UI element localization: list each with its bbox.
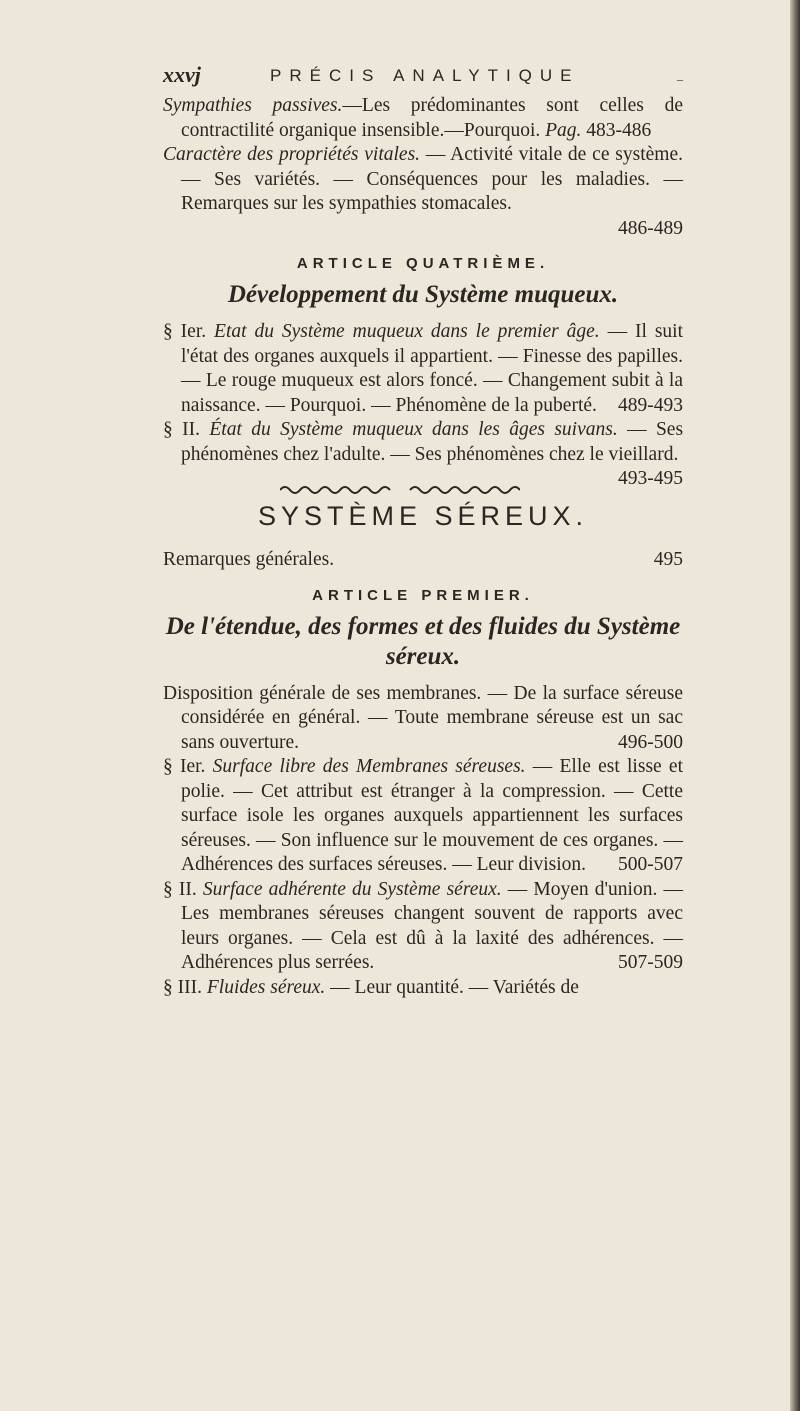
- entry-text: — Leur quantité. — Variétés de: [330, 976, 579, 998]
- wave-ornament-icon: [280, 484, 520, 494]
- page-range: 489-493: [618, 394, 683, 416]
- section-number: § Ier.: [163, 756, 206, 777]
- entry-text: — Elle est lisse et polie. — Cet attribut est étranger à la compression. — Cette surface isole les organes auxquels appartiennent les surfaces séreuses. — Son influence sur le mouvement de ces organes. — Adhérences des surfaces séreuses. — Leur division.: [181, 756, 683, 875]
- entry-section: [163, 878, 683, 976]
- entry-caractere: [163, 143, 683, 217]
- entry-section: [163, 976, 683, 1001]
- remarks-text: Remarques générales.: [163, 549, 335, 570]
- running-header: [163, 62, 683, 90]
- running-title: PRÉCIS ANALYTIQUE: [270, 66, 580, 85]
- header-mark: –: [677, 72, 683, 86]
- page-range: 486-489: [618, 217, 683, 239]
- entry-sympathies-passives: [163, 94, 683, 143]
- ornament-rule: [163, 481, 683, 499]
- entry-disposition: [163, 682, 683, 756]
- page-range: 483-486: [586, 119, 652, 141]
- pag-label: Pag.: [545, 119, 582, 141]
- entry-lead: Surface libre des Membranes séreuses.: [212, 756, 526, 777]
- entry-text: —Les prédominantes sont celles de contractilité organique insensible.—Pourquoi.: [181, 95, 683, 141]
- entry-lead: État du Système muqueux dans les âges suivans.: [209, 419, 618, 440]
- page-range: 496-500: [618, 731, 683, 753]
- entry-text: — Ses phénomènes chez l'adulte. — Ses phénomènes chez le vieillard.: [181, 419, 684, 465]
- entry-lead: Etat du Système muqueux dans le premier âge.: [214, 321, 600, 342]
- entry-lead: Caractère des propriétés vitales.: [163, 144, 421, 165]
- entry-text: — Activité vitale de ce système. — Ses variétés. — Conséquences pour les maladies. — Remarques sur les sympathies stomacales.: [181, 144, 684, 214]
- section-number: § III.: [163, 976, 202, 998]
- article-label: ARTICLE PREMIER.: [312, 586, 534, 604]
- page-folio: xxvj: [163, 62, 201, 87]
- entry-section: [163, 418, 684, 489]
- page-range: 495: [653, 549, 683, 570]
- entry-text: — Il suit l'état des organes auxquels il appartient. — Finesse des papilles. — Le rouge muqueux est alors foncé. — Changement subit à la naissance. — Pourquoi. — Phénomène de la puberté.: [181, 321, 683, 416]
- section-heading: De l'étendue, des formes et des fluides du Système séreux.: [165, 612, 681, 670]
- section-number: § Ier.: [163, 321, 207, 342]
- page-range: 500-507: [618, 854, 683, 875]
- system-heading: SYSTÈME SÉREUX.: [257, 501, 589, 531]
- section-number: § II.: [163, 878, 197, 900]
- page-range: 493-495: [618, 468, 683, 489]
- page-edge: [790, 0, 800, 1411]
- entry-lead: Surface adhérente du Système séreux.: [202, 878, 502, 900]
- entry-text: Disposition générale de ses membranes. — De la surface séreuse considérée en général. — Toute membrane séreuse est un sac sans ouverture.: [163, 682, 683, 753]
- section-number: § II.: [163, 419, 200, 440]
- section-heading: Développement du Système muqueux.: [227, 281, 619, 308]
- entry-section: [163, 320, 683, 418]
- entry-lead: Sympathies passives.: [163, 95, 343, 116]
- entry-lead: Fluides séreux.: [206, 976, 326, 998]
- article-label: ARTICLE QUATRIÈME.: [296, 255, 550, 272]
- remarks-line: [163, 548, 683, 573]
- entry-text: — Moyen d'union. — Les membranes séreuses changent souvent de rapports avec leurs organes. — Cela est dû à la laxité des adhérences. — Adhérences plus serrées.: [181, 878, 683, 973]
- page-range: 507-509: [618, 952, 683, 973]
- text-column: [163, 62, 683, 1000]
- entry-section: [163, 755, 683, 878]
